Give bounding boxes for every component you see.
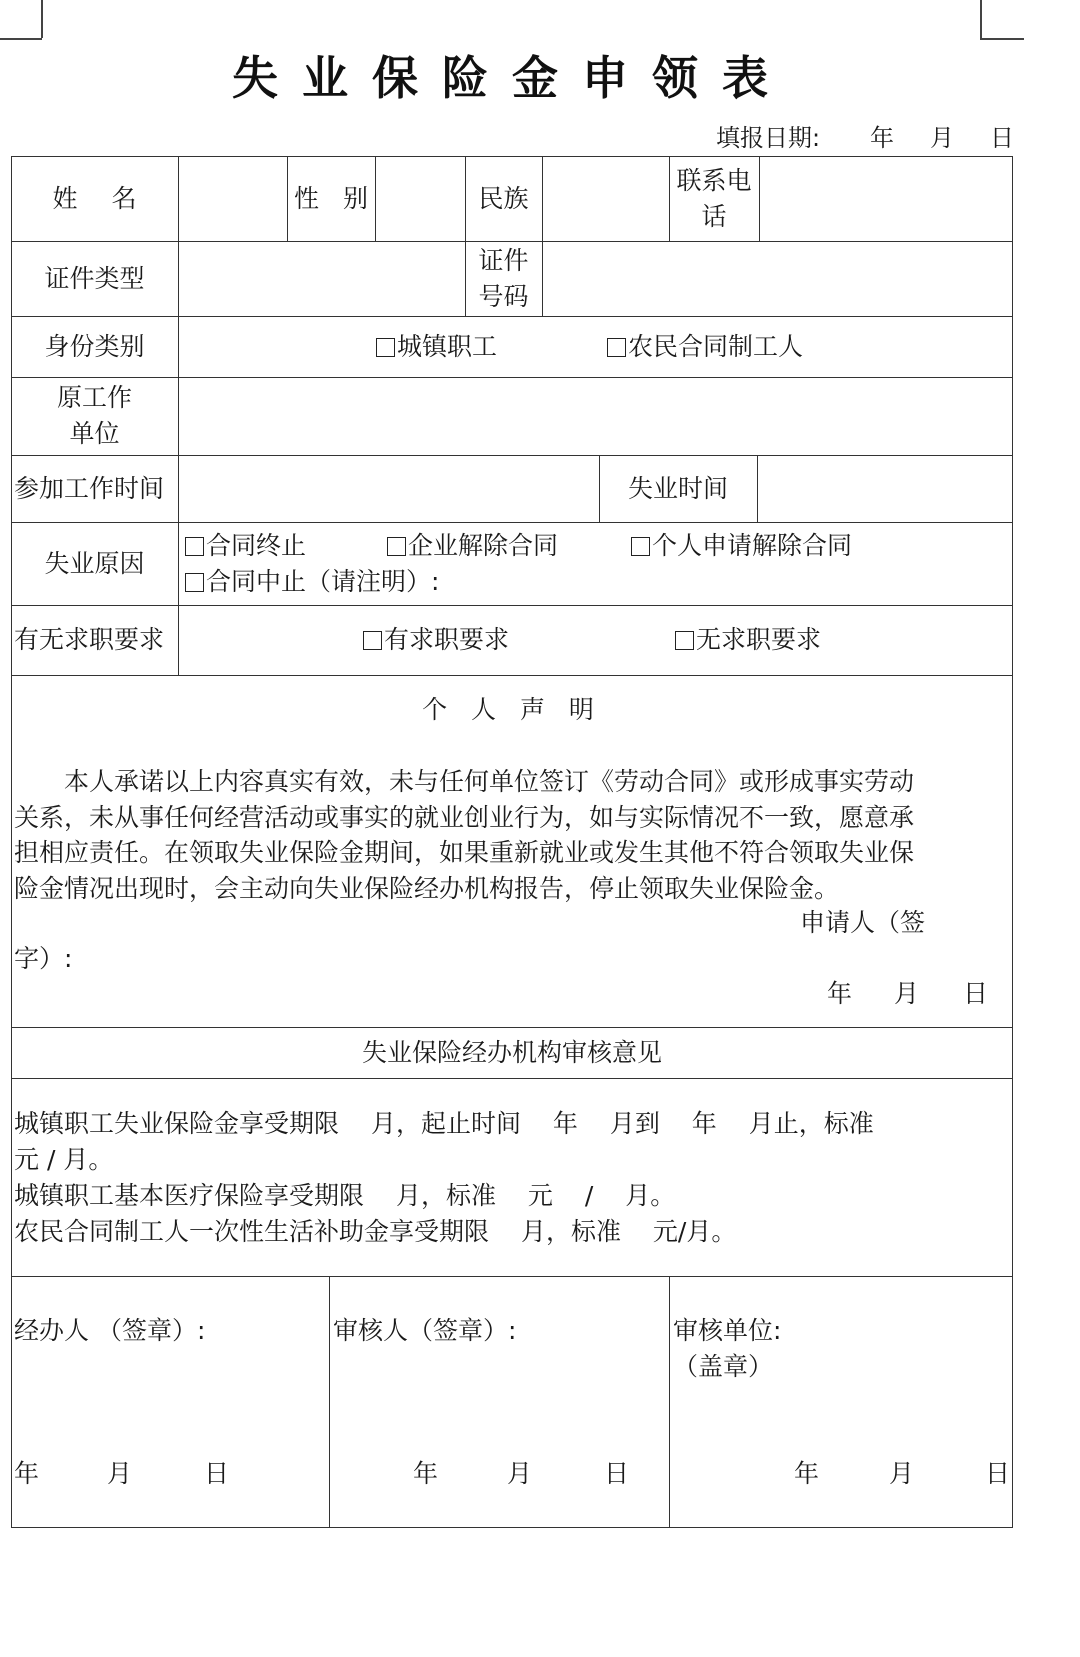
employer-label-line2: 单位 <box>69 419 120 448</box>
crop-mark <box>980 0 982 38</box>
review-line: 元 / 月。 <box>14 1145 114 1174</box>
row-divider <box>11 241 1013 242</box>
checkbox[interactable] <box>607 338 626 357</box>
gender-field[interactable] <box>377 158 464 240</box>
applicant-signature-label-cont: 字）: <box>14 944 73 973</box>
work-start-field[interactable] <box>180 457 598 521</box>
crop-mark <box>0 38 42 40</box>
applicant-signature-label: 申请人（签 <box>800 908 926 937</box>
declaration-line: 本人承诺以上内容真实有效，未与任何单位签订《劳动合同》或形成事实劳动 <box>64 767 915 796</box>
option-contract-end-label: 合同终止 <box>206 531 307 560</box>
fill-date-month: 月 <box>930 124 954 152</box>
id-number-field[interactable] <box>544 243 1011 315</box>
handler-year: 年 <box>14 1459 40 1488</box>
declaration-day: 日 <box>963 979 989 1008</box>
col-divider <box>542 156 543 316</box>
reviewer-day: 日 <box>604 1459 630 1488</box>
row-divider <box>11 1276 1013 1277</box>
option-personal-termination[interactable] <box>631 528 852 564</box>
handler-signature-label: 经办人 （签章）: <box>14 1316 206 1345</box>
col-divider <box>329 1276 330 1528</box>
handler-day: 日 <box>204 1459 230 1488</box>
option-contract-worker[interactable] <box>607 329 803 365</box>
reason-label: 失业原因 <box>44 549 145 578</box>
option-company-termination[interactable] <box>387 528 558 564</box>
fill-date-year: 年 <box>870 124 894 152</box>
row-divider <box>11 377 1013 378</box>
phone-field[interactable] <box>761 158 1011 240</box>
unit-month: 月 <box>889 1459 915 1488</box>
checkbox[interactable] <box>185 537 204 556</box>
ethnicity-field[interactable] <box>544 158 668 240</box>
row-divider <box>11 1027 1013 1028</box>
employer-field[interactable] <box>180 379 1011 454</box>
review-line: 城镇职工失业保险金享受期限 月，起止时间 年 月到 年 月止，标准 <box>14 1109 874 1138</box>
declaration-line: 险金情况出现时，会主动向失业保险经办机构报告，停止领取失业保险金。 <box>14 873 840 903</box>
unit-year: 年 <box>794 1459 820 1488</box>
unemployed-time-field[interactable] <box>759 457 1011 521</box>
checkbox[interactable] <box>387 537 406 556</box>
col-divider <box>669 1276 670 1528</box>
checkbox[interactable] <box>376 338 395 357</box>
checkbox[interactable] <box>185 573 204 592</box>
row-divider <box>11 522 1013 523</box>
option-job-seeking-yes[interactable] <box>363 622 509 658</box>
fill-date-label: 填报日期: <box>716 124 821 152</box>
option-job-seeking-no-label: 无求职要求 <box>696 625 822 654</box>
handler-month: 月 <box>107 1459 133 1488</box>
review-unit-seal-label: （盖章） <box>673 1352 774 1381</box>
reviewer-month: 月 <box>507 1459 533 1488</box>
checkbox[interactable] <box>675 631 694 650</box>
phone-label-line1: 联系电 <box>676 166 752 195</box>
unit-day: 日 <box>985 1459 1011 1488</box>
declaration-heading: 个 人 声 明 <box>422 695 602 724</box>
review-unit-seal-field[interactable] <box>673 1390 1003 1450</box>
option-urban[interactable] <box>376 329 497 365</box>
crop-mark <box>980 38 1024 40</box>
review-unit-label: 审核单位: <box>673 1316 782 1345</box>
option-company-termination-label: 企业解除合同 <box>408 531 559 560</box>
reviewer-signature-label: 审核人（签章）: <box>333 1316 517 1345</box>
name-field[interactable] <box>180 158 286 240</box>
job-seeking-label: 有无求职要求 <box>14 625 165 654</box>
work-start-label: 参加工作时间 <box>14 474 165 503</box>
checkbox[interactable] <box>631 537 650 556</box>
employer-label-line1: 原工作 <box>56 383 132 412</box>
option-job-seeking-no[interactable] <box>675 622 821 658</box>
reviewer-signature-field[interactable] <box>333 1360 663 1450</box>
ethnicity-label: 民族 <box>478 184 529 213</box>
row-divider <box>11 675 1013 676</box>
declaration-month: 月 <box>894 979 920 1008</box>
review-line: 城镇职工基本医疗保险享受期限 月，标准 元 / 月。 <box>14 1181 676 1210</box>
review-line: 农民合同制工人一次性生活补助金享受期限 月，标准 元/月。 <box>14 1217 737 1246</box>
option-contract-end[interactable] <box>185 528 306 564</box>
form-title: 失业保险金申领表 <box>232 51 792 105</box>
col-divider <box>375 156 376 241</box>
col-divider <box>178 156 179 675</box>
name-label: 姓 名 <box>52 184 137 213</box>
row-divider <box>11 455 1013 456</box>
option-job-seeking-yes-label: 有求职要求 <box>384 625 510 654</box>
id-type-field[interactable] <box>180 243 464 315</box>
id-type-label: 证件类型 <box>44 264 145 293</box>
declaration-line: 担相应责任。在领取失业保险金期间，如果重新就业或发生其他不符合领取失业保 <box>14 838 915 867</box>
id-number-label-line2: 号码 <box>478 282 529 311</box>
crop-mark <box>41 0 43 38</box>
option-contract-suspend[interactable] <box>185 564 439 600</box>
id-number-label-line1: 证件 <box>478 246 529 275</box>
option-personal-termination-label: 个人申请解除合同 <box>652 531 853 560</box>
col-divider <box>757 455 758 522</box>
row-divider <box>11 316 1013 317</box>
declaration-year: 年 <box>827 979 853 1008</box>
checkbox[interactable] <box>363 631 382 650</box>
gender-label: 性 别 <box>294 184 368 213</box>
reviewer-year: 年 <box>413 1459 439 1488</box>
row-divider <box>11 1078 1013 1079</box>
row-divider <box>11 605 1013 606</box>
option-contract-worker-label: 农民合同制工人 <box>628 332 804 361</box>
phone-label-line2: 话 <box>701 202 727 231</box>
declaration-line: 关系，未从事任何经营活动或事实的就业创业行为，如与实际情况不一致，愿意承 <box>14 802 915 832</box>
col-divider <box>759 156 760 241</box>
identity-type-label: 身份类别 <box>44 332 145 361</box>
unemployed-time-label: 失业时间 <box>627 474 728 503</box>
handler-signature-field[interactable] <box>14 1360 324 1450</box>
option-urban-label: 城镇职工 <box>397 332 498 361</box>
fill-date-day: 日 <box>990 124 1014 152</box>
declaration-text <box>14 764 1004 906</box>
applicant-signature-field[interactable] <box>80 940 780 976</box>
option-contract-suspend-label: 合同中止（请注明）: <box>206 567 440 596</box>
review-heading: 失业保险经办机构审核意见 <box>361 1038 662 1067</box>
